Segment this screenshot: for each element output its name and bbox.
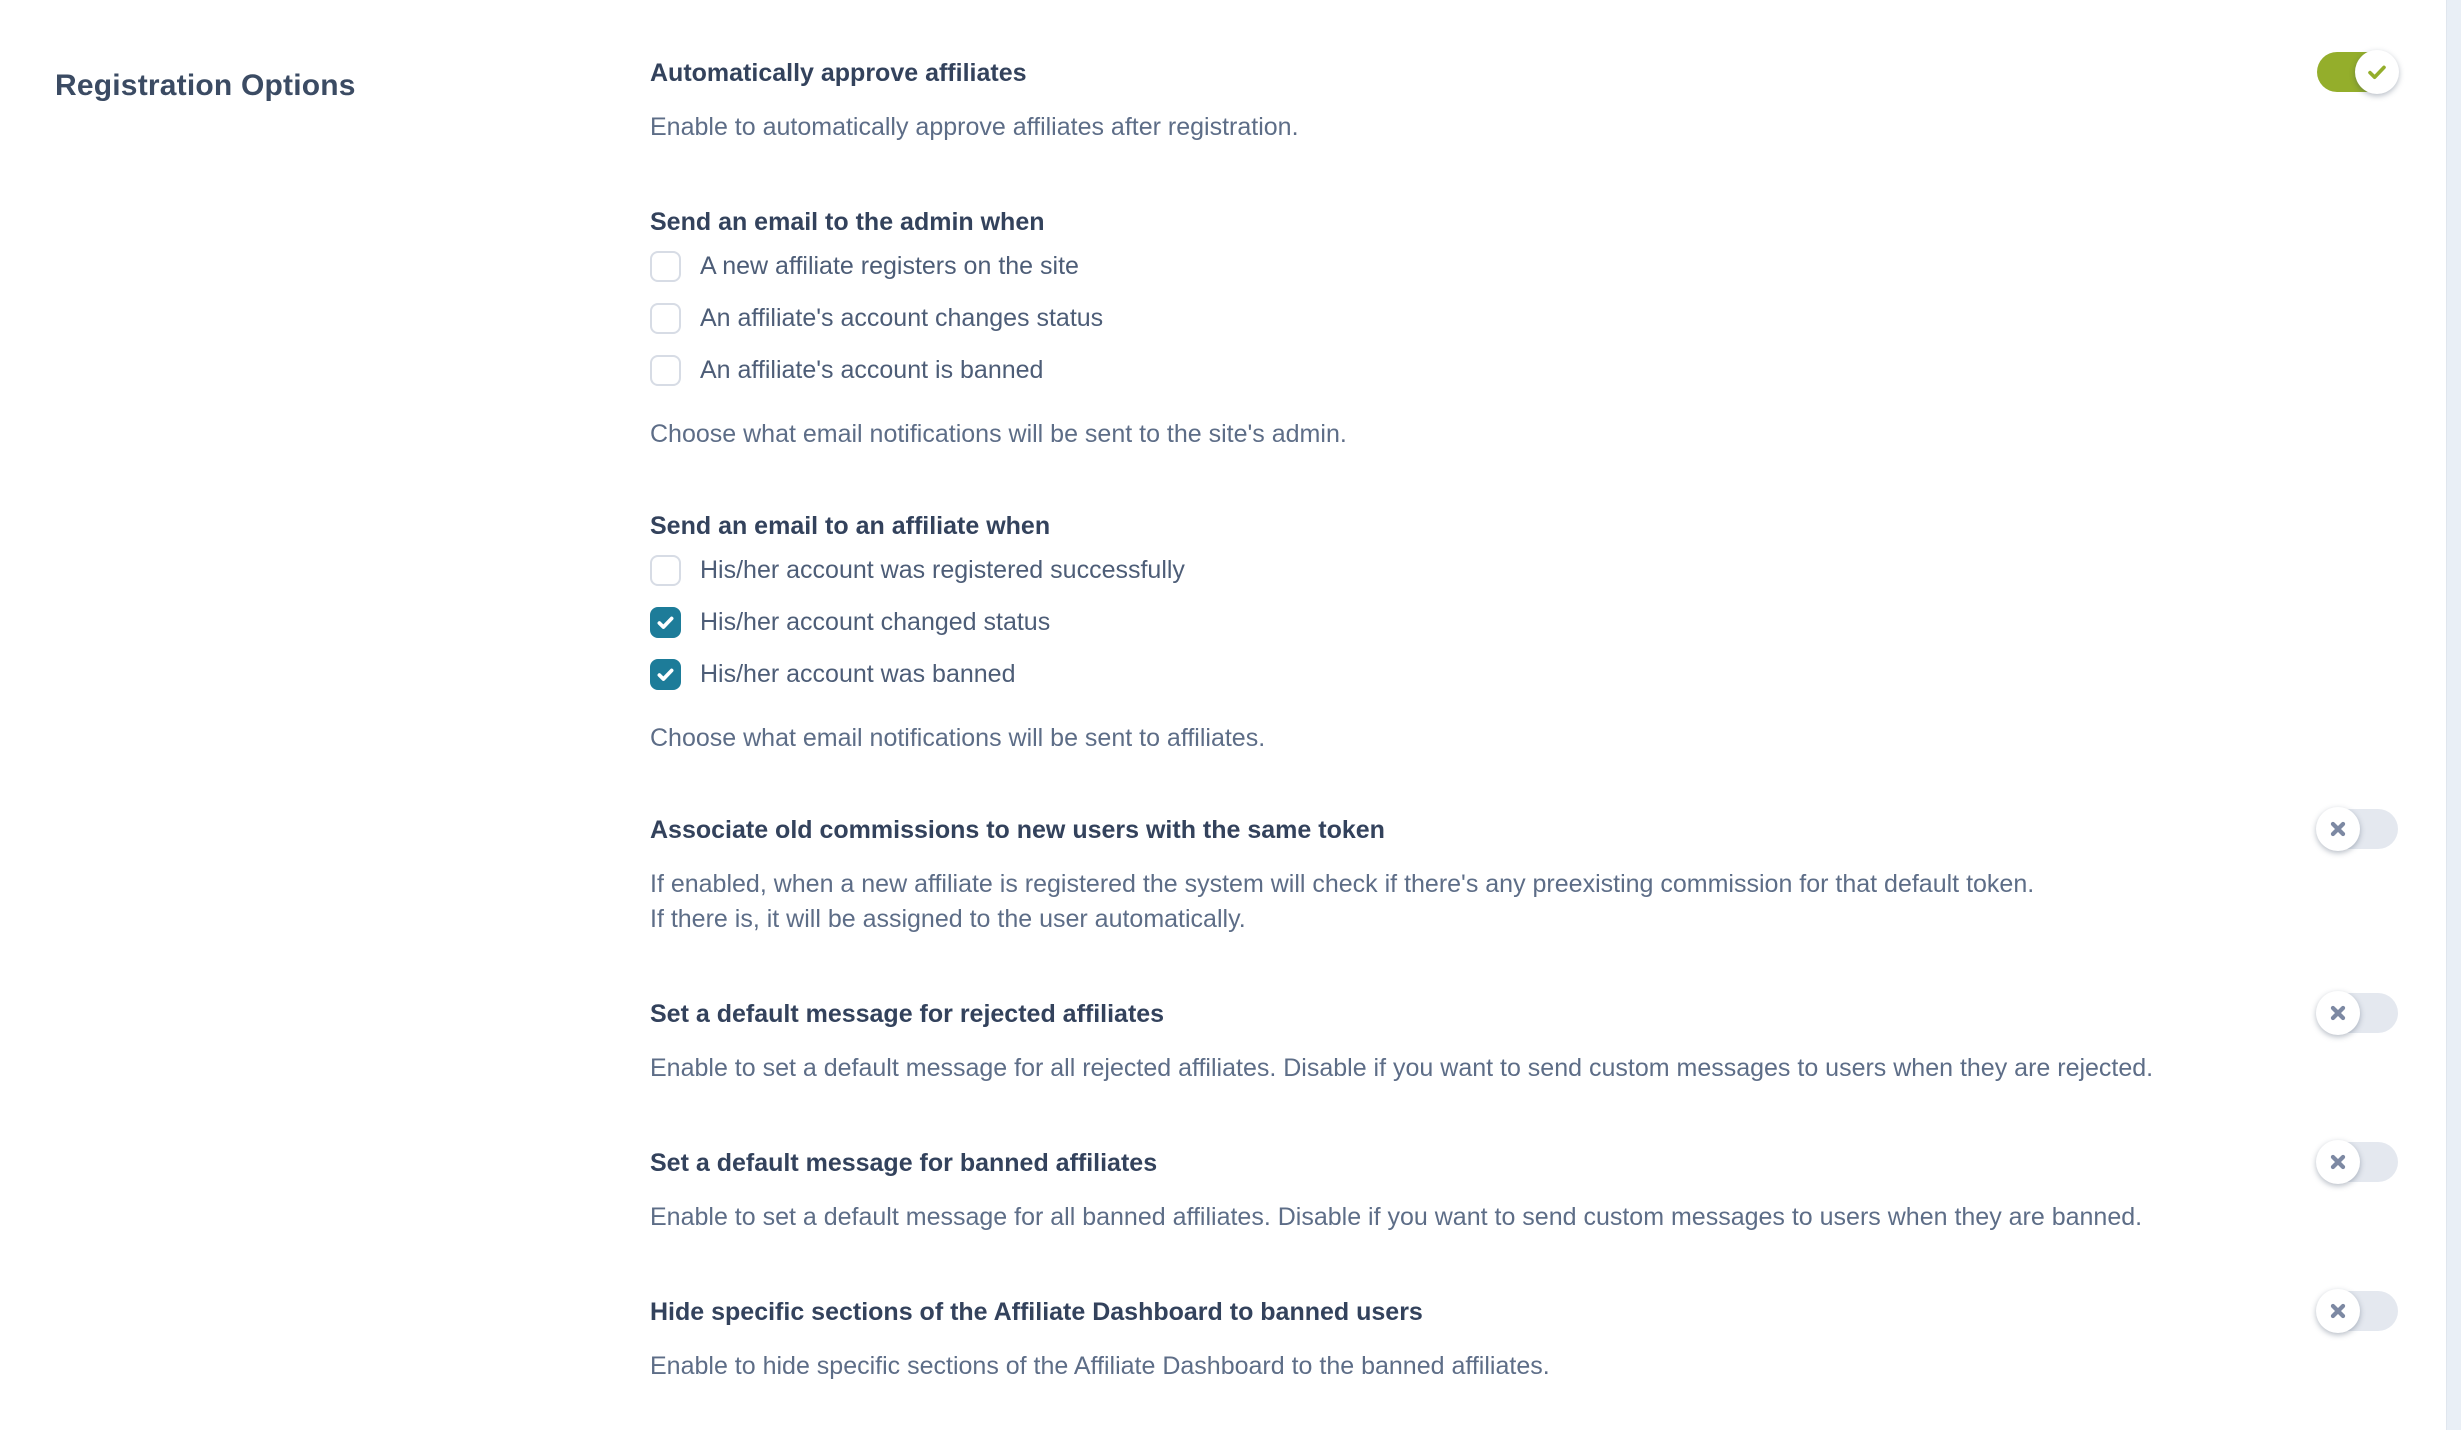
- option-description: [650, 1349, 2445, 1384]
- checkbox-label: An affiliate's account is banned: [700, 356, 1044, 384]
- option-default-message-banned: [650, 1148, 2445, 1235]
- toggle-knob: [2355, 50, 2399, 94]
- toggle-knob: [2316, 807, 2360, 851]
- checkbox-unchecked[interactable]: [650, 355, 681, 386]
- option-default-message-rejected: [650, 999, 2445, 1086]
- description-line: If there is, it will be assigned to the user automatically.: [650, 905, 1246, 933]
- option-description: [650, 1200, 2445, 1235]
- auto-approve-affiliates-toggle[interactable]: [2317, 52, 2398, 92]
- group-helper-text: Choose what email notifications will be sent to the site's admin.: [650, 420, 1347, 448]
- checkbox-item[interactable]: [650, 303, 2445, 334]
- option-label: Set a default message for rejected affiliates: [650, 1000, 1165, 1028]
- description-line: Enable to set a default message for all rejected affiliates. Disable if you want to send custom messages to users when they are rejected.: [650, 1054, 2154, 1082]
- page-title: Registration Options: [55, 69, 356, 103]
- check-icon: [655, 612, 676, 633]
- checkbox-checked[interactable]: [650, 659, 681, 690]
- page-edge-background: [2446, 0, 2461, 1430]
- checkbox-checked[interactable]: [650, 607, 681, 638]
- x-icon: [2327, 1002, 2349, 1024]
- checkbox-item[interactable]: [650, 251, 2445, 282]
- checkbox-unchecked[interactable]: [650, 251, 681, 282]
- associate-old-commissions-toggle[interactable]: [2317, 809, 2398, 849]
- hide-dashboard-sections-banned-toggle[interactable]: [2317, 1291, 2398, 1331]
- checkbox-label: His/her account changed status: [700, 608, 1051, 636]
- checkbox-unchecked[interactable]: [650, 303, 681, 334]
- group-heading: Send an email to the admin when: [650, 208, 1045, 236]
- description-line: If enabled, when a new affiliate is registered the system will check if there's any preexisting commission for that default token.: [650, 870, 2035, 898]
- checkbox-label: His/her account was banned: [700, 660, 1016, 688]
- checkbox-item[interactable]: [650, 659, 2445, 690]
- checkbox-item[interactable]: [650, 607, 2445, 638]
- options-list: [650, 58, 2445, 1384]
- option-label: Associate old commissions to new users with the same token: [650, 816, 1385, 844]
- default-message-banned-toggle[interactable]: [2317, 1142, 2398, 1182]
- x-icon: [2327, 1151, 2349, 1173]
- check-icon: [2365, 60, 2389, 84]
- option-description: [650, 1051, 2445, 1086]
- toggle-knob: [2316, 1289, 2360, 1333]
- check-icon: [655, 664, 676, 685]
- option-auto-approve-affiliates: [650, 58, 2445, 145]
- option-description: [650, 110, 2445, 145]
- option-label: Hide specific sections of the Affiliate Dashboard to banned users: [650, 1298, 1423, 1326]
- description-line: Enable to hide specific sections of the Affiliate Dashboard to the banned affiliates.: [650, 1352, 1550, 1380]
- checkbox-item[interactable]: [650, 555, 2445, 586]
- option-label: Set a default message for banned affiliates: [650, 1149, 1158, 1177]
- description-line: Enable to set a default message for all banned affiliates. Disable if you want to send custom messages to users when they are banned.: [650, 1203, 2143, 1231]
- option-affiliate-email-notifications: [650, 511, 2445, 753]
- toggle-knob: [2316, 1140, 2360, 1184]
- option-associate-old-commissions: [650, 815, 2445, 937]
- checkbox-label: A new affiliate registers on the site: [700, 252, 1079, 280]
- x-icon: [2327, 1300, 2349, 1322]
- option-label: Automatically approve affiliates: [650, 59, 1027, 87]
- checkbox-unchecked[interactable]: [650, 555, 681, 586]
- group-helper-text: Choose what email notifications will be sent to affiliates.: [650, 724, 1266, 752]
- option-admin-email-notifications: [650, 207, 2445, 449]
- toggle-knob: [2316, 991, 2360, 1035]
- option-hide-dashboard-sections-banned: [650, 1297, 2445, 1384]
- checkbox-item[interactable]: [650, 355, 2445, 386]
- checkbox-label: An affiliate's account changes status: [700, 304, 1104, 332]
- default-message-rejected-toggle[interactable]: [2317, 993, 2398, 1033]
- description-line: Enable to automatically approve affiliates after registration.: [650, 113, 1299, 141]
- x-icon: [2327, 818, 2349, 840]
- group-heading: Send an email to an affiliate when: [650, 512, 1051, 540]
- checkbox-label: His/her account was registered successfully: [700, 556, 1185, 584]
- option-description: [650, 867, 2445, 937]
